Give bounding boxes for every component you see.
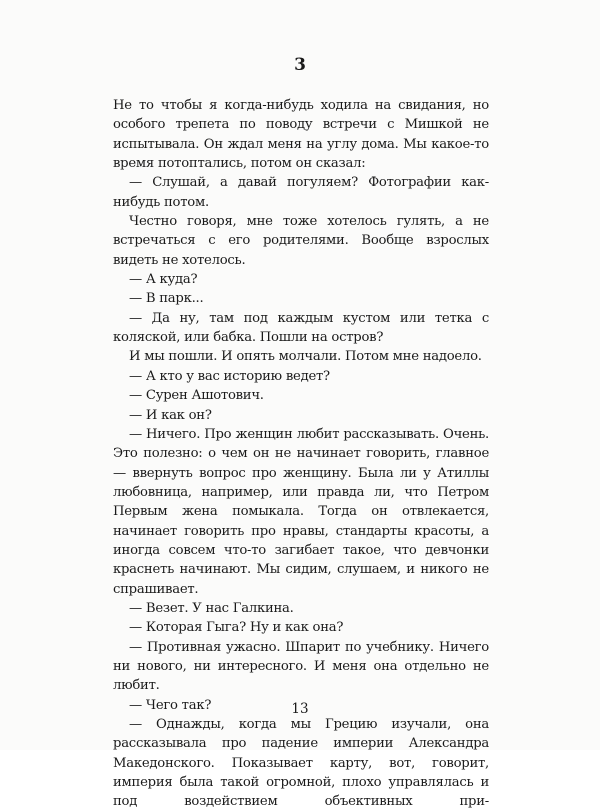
paragraph: — Везет. У нас Галкина. <box>129 600 294 616</box>
paragraph: — Слушай, а давай погуляем? Фотографии как-нибудь потом. <box>113 175 489 210</box>
paragraph: — А кто у вас историю ведет? <box>129 368 330 384</box>
paragraph: — Сурен Ашотович. <box>129 388 264 404</box>
paragraph: Честно говоря, мне тоже хотелось гулять, а не встречаться с его родителями. Вообще взрослых видеть не хотелось. <box>113 214 489 268</box>
chapter-number: 3 <box>294 55 306 75</box>
paragraph: — Чего так? <box>129 697 212 713</box>
paragraph: — Ничего. Про женщин любит рассказывать. Очень. Это полезно: о чем он не начинает говорить, главное — ввернуть вопрос про женщину. Была ли у Атиллы любовница, например, или правда ли, что Петром Первым жена помыкала. Тогда он отвлекается, начинает говорить про нравы, стандарты красоты, а иногда совсем что-то загибает такое, что девчонки краснеть начинают. Мы сидим, слушаем, и никого не спрашивает. <box>113 426 489 597</box>
paragraph: Не то чтобы я когда-нибудь ходила на свидания, но особого трепета по поводу встречи с Мишкой не испытывала. Он ждал меня на углу дома. Мы какое-то время потоптались, потом он сказал: <box>113 98 489 172</box>
paragraph: — И как он? <box>129 407 212 423</box>
paragraph: — Да ну, там под каждым кустом или тетка с коляской, или бабка. Пошли на остров? <box>113 310 489 346</box>
paragraph: — В парк... <box>129 291 204 307</box>
paragraph: — А куда? <box>129 272 198 288</box>
paragraph: — Которая Гыга? Ну и как она? <box>129 620 344 636</box>
paragraph: И мы пошли. И опять молчали. Потом мне надоело. <box>129 349 482 365</box>
page-number: 13 <box>291 701 309 717</box>
paragraph: — Противная ужасно. Шпарит по учебнику. Ничего ни нового, ни интересного. И меня она отдельно не любит. <box>113 639 489 694</box>
paragraph: — Однажды, когда мы Грецию изучали, она рассказывала про падение империи Александра Македонского. Показывает карту, вот, говорит, империя была такой огромной, плохо управлялась и под воздействием объективных при- <box>113 717 489 810</box>
